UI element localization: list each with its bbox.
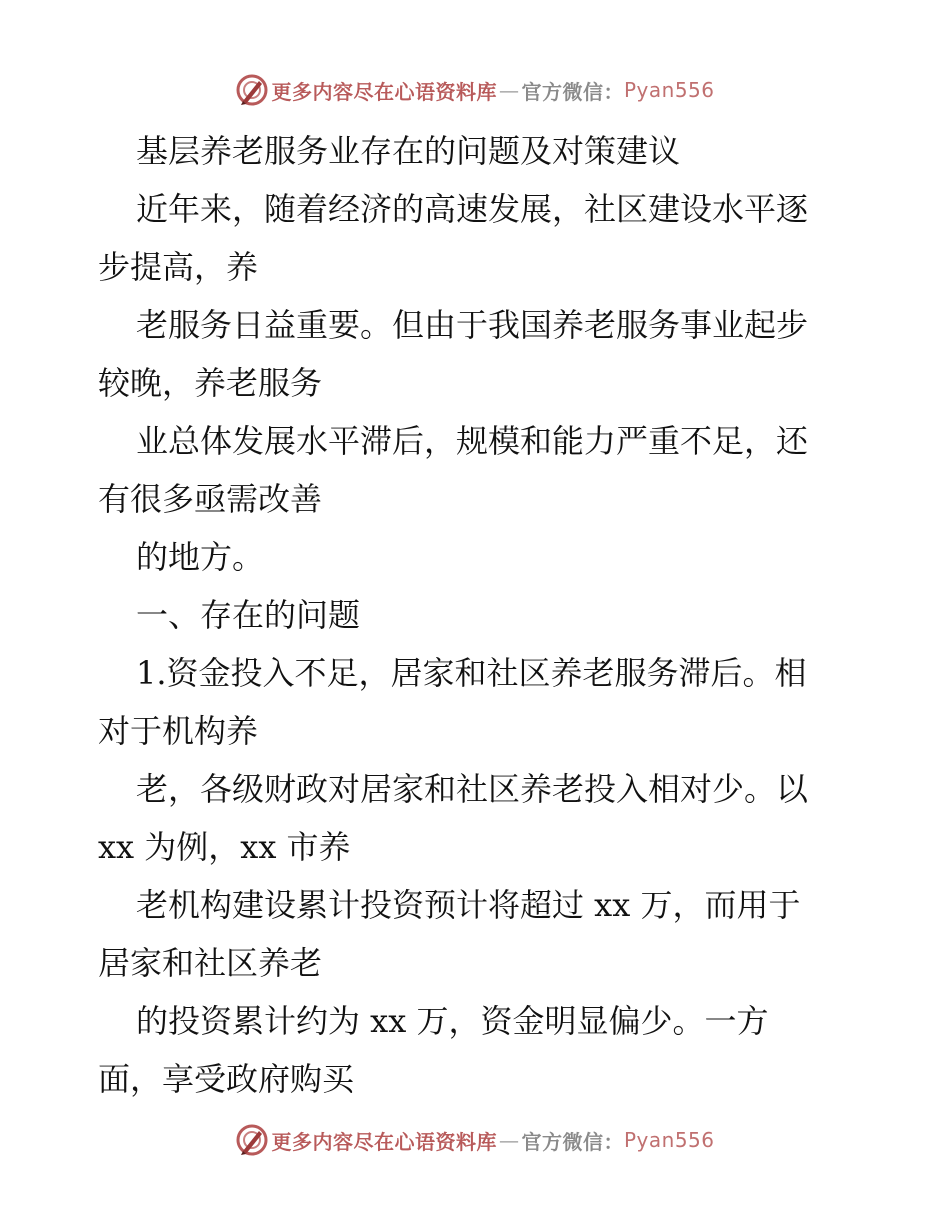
text-line: 的投资累计约为 xx 万，资金明显偏少。一方 [136,1002,769,1040]
watermark-official-label: 官方微信： [521,79,624,104]
text-line: xx 为例，xx 市养 [98,828,351,866]
document-body [98,122,858,1108]
text-line: 的地方。 [136,538,265,576]
watermark-text: 更多内容尽在心语资料库 [271,1129,497,1154]
pen-logo-icon [235,1123,269,1157]
text-line: 业总体发展水平滞后，规模和能力严重不足，还 [136,422,809,460]
watermark-dash: — [498,1128,520,1152]
watermark-text: 更多内容尽在心语资料库 [271,79,497,104]
watermark-wechat-id: Pyan556 [623,1128,715,1152]
text-line: 1.资金投入不足，居家和社区养老服务滞后。相 [136,654,807,692]
text-line: 步提高，养 [98,248,259,286]
text-line: 老机构建设累计投资预计将超过 xx 万，而用于 [136,886,801,924]
text-line: 对于机构养 [98,712,259,750]
watermark-dash: — [498,78,520,102]
text-line: 居家和社区养老 [98,944,323,982]
text-line: 老，各级财政对居家和社区养老投入相对少。以 [136,770,809,808]
text-line: 有很多亟需改善 [98,480,323,518]
header-watermark [0,70,950,110]
text-line: 老服务日益重要。但由于我国养老服务事业起步 [136,306,809,344]
text-line: 近年来，随着经济的高速发展，社区建设水平逐 [136,190,809,228]
text-line: 一、存在的问题 [136,596,361,634]
text-line: 面，享受政府购买 [98,1060,355,1098]
pen-logo-icon [235,73,269,107]
footer-watermark [0,1120,950,1160]
text-line: 较晚，养老服务 [98,364,323,402]
watermark-wechat-id: Pyan556 [623,78,715,102]
watermark-official-label: 官方微信： [521,1129,624,1154]
text-line: 基层养老服务业存在的问题及对策建议 [136,132,681,170]
